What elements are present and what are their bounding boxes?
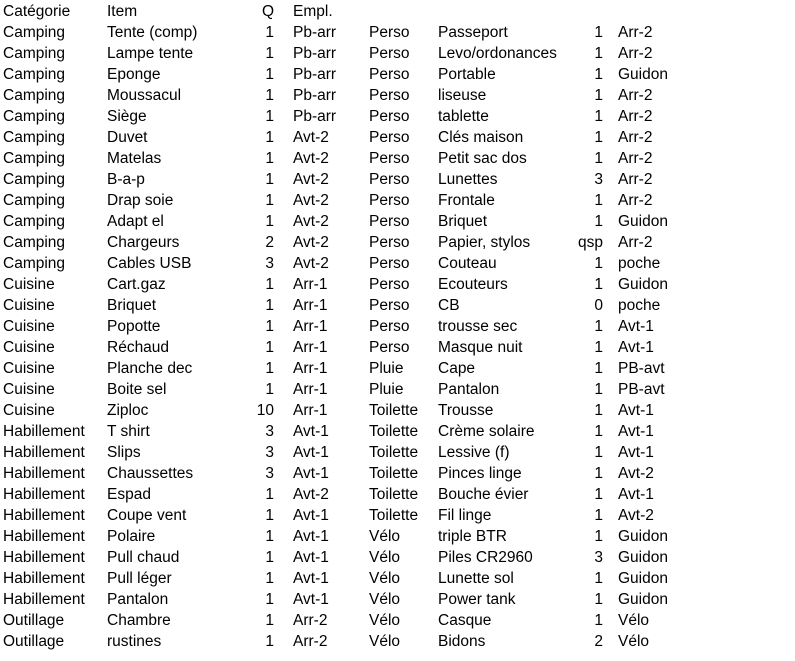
location-cell-2: Arr-2 (618, 129, 653, 146)
category-cell: Habillement (3, 423, 85, 440)
category-cell-2: Toilette (369, 402, 419, 419)
category-cell-2: Vélo (369, 591, 401, 608)
category-cell-2: Perso (369, 66, 410, 83)
location-cell-2: Guidon (618, 66, 668, 83)
quantity-cell-2: 1 (594, 255, 603, 272)
category-cell: Camping (3, 66, 66, 83)
location-cell-2: Vélo (618, 633, 650, 650)
location-cell: Pb-arr (293, 108, 337, 125)
category-cell-2: Vélo (369, 570, 401, 587)
quantity-cell-2: 1 (594, 24, 603, 41)
location-cell: Arr-2 (293, 612, 328, 629)
category-cell-2: Toilette (369, 486, 419, 503)
item-cell: Adapt el (107, 213, 164, 230)
location-cell-2: Guidon (618, 549, 668, 566)
item-cell-2: Portable (438, 66, 496, 83)
table-row (0, 568, 795, 589)
item-cell-2: Piles CR2960 (438, 549, 533, 566)
quantity-cell: 1 (265, 192, 274, 209)
header-item: Item (107, 3, 138, 20)
location-cell: Avt-1 (293, 549, 329, 566)
category-cell: Camping (3, 150, 66, 167)
location-cell-2: Avt-1 (618, 339, 654, 356)
table-row (0, 64, 795, 85)
category-cell-2: Perso (369, 234, 410, 251)
table-row (0, 295, 795, 316)
item-cell: Lampe tente (107, 45, 194, 62)
quantity-cell-2: 1 (594, 213, 603, 230)
location-cell-2: Avt-1 (618, 486, 654, 503)
item-cell-2: Lunettes (438, 171, 498, 188)
quantity-cell: 10 (256, 402, 274, 419)
location-cell: Avt-2 (293, 171, 329, 188)
item-cell-2: Ecouteurs (438, 276, 508, 293)
location-cell: Avt-1 (293, 570, 329, 587)
item-cell-2: Briquet (438, 213, 488, 230)
table-row (0, 589, 795, 610)
quantity-cell: 1 (265, 45, 274, 62)
table-row (0, 127, 795, 148)
quantity-cell-2: 1 (594, 87, 603, 104)
category-cell: Habillement (3, 444, 85, 461)
table-row (0, 358, 795, 379)
category-cell: Camping (3, 171, 66, 188)
quantity-cell: 1 (265, 129, 274, 146)
quantity-cell: 1 (265, 66, 274, 83)
category-cell-2: Toilette (369, 444, 419, 461)
quantity-cell-2: 0 (594, 297, 603, 314)
location-cell: Arr-1 (293, 318, 328, 335)
location-cell: Avt-2 (293, 192, 329, 209)
category-cell: Cuisine (3, 318, 55, 335)
item-cell-2: Pinces linge (438, 465, 522, 482)
item-cell: Cables USB (107, 255, 192, 272)
table-row (0, 421, 795, 442)
quantity-cell-2: 1 (594, 150, 603, 167)
item-cell-2: Casque (438, 612, 492, 629)
item-cell-2: Trousse (438, 402, 494, 419)
location-cell-2: Arr-2 (618, 192, 653, 209)
quantity-cell-2: 1 (594, 465, 603, 482)
quantity-cell: 1 (265, 633, 274, 650)
quantity-cell-2: 1 (594, 339, 603, 356)
item-cell-2: Bidons (438, 633, 486, 650)
table-row (0, 190, 795, 211)
location-cell-2: Arr-2 (618, 45, 653, 62)
item-cell-2: Lunette sol (438, 570, 514, 587)
table-row (0, 22, 795, 43)
location-cell: Pb-arr (293, 87, 337, 104)
location-cell-2: Arr-2 (618, 234, 653, 251)
item-cell: Boite sel (107, 381, 167, 398)
category-cell: Outillage (3, 633, 65, 650)
quantity-cell: 1 (265, 339, 274, 356)
quantity-cell: 1 (265, 360, 274, 377)
item-cell: Moussacul (107, 87, 182, 104)
category-cell-2: Perso (369, 108, 410, 125)
location-cell: Arr-1 (293, 381, 328, 398)
location-cell-2: Avt-2 (618, 465, 654, 482)
item-cell-2: Levo/ordonances (438, 45, 557, 62)
quantity-cell-2: 3 (594, 549, 603, 566)
category-cell: Camping (3, 108, 66, 125)
quantity-cell-2: 1 (594, 45, 603, 62)
location-cell-2: Arr-2 (618, 87, 653, 104)
table-row (0, 526, 795, 547)
table-row (0, 337, 795, 358)
item-cell-2: liseuse (438, 87, 487, 104)
item-cell: Planche dec (107, 360, 193, 377)
category-cell-2: Vélo (369, 528, 401, 545)
category-cell: Camping (3, 87, 66, 104)
quantity-cell-2: 1 (594, 66, 603, 83)
table-row (0, 463, 795, 484)
quantity-cell: 1 (265, 213, 274, 230)
location-cell: Avt-1 (293, 528, 329, 545)
category-cell: Cuisine (3, 381, 55, 398)
category-cell-2: Perso (369, 276, 410, 293)
category-cell: Camping (3, 24, 66, 41)
item-cell: Cart.gaz (107, 276, 166, 293)
quantity-cell-2: 1 (594, 591, 603, 608)
item-cell-2: Papier, stylos (438, 234, 531, 251)
quantity-cell: 1 (265, 297, 274, 314)
location-cell-2: Avt-1 (618, 318, 654, 335)
quantity-cell: 1 (265, 486, 274, 503)
table-row (0, 442, 795, 463)
quantity-cell-2: 1 (594, 129, 603, 146)
table-row (0, 211, 795, 232)
quantity-cell: 1 (265, 276, 274, 293)
header-row (0, 1, 795, 22)
location-cell: Avt-2 (293, 255, 329, 272)
location-cell: Avt-1 (293, 423, 329, 440)
location-cell-2: Arr-2 (618, 108, 653, 125)
quantity-cell: 1 (265, 87, 274, 104)
category-cell: Habillement (3, 528, 85, 545)
location-cell-2: PB-avt (618, 360, 665, 377)
item-cell: Drap soie (107, 192, 174, 209)
category-cell-2: Perso (369, 171, 410, 188)
quantity-cell-2: qsp (578, 234, 603, 251)
quantity-cell-2: 1 (594, 108, 603, 125)
category-cell-2: Toilette (369, 423, 419, 440)
location-cell: Arr-1 (293, 402, 328, 419)
category-cell-2: Toilette (369, 507, 419, 524)
item-cell-2: Bouche évier (438, 486, 529, 503)
location-cell-2: Arr-2 (618, 171, 653, 188)
category-cell-2: Vélo (369, 633, 401, 650)
category-cell: Cuisine (3, 360, 55, 377)
quantity-cell-2: 1 (594, 276, 603, 293)
location-cell: Avt-1 (293, 444, 329, 461)
category-cell-2: Perso (369, 255, 410, 272)
location-cell: Avt-2 (293, 234, 329, 251)
location-cell: Arr-1 (293, 276, 328, 293)
location-cell: Pb-arr (293, 66, 337, 83)
table-row (0, 505, 795, 526)
category-cell-2: Perso (369, 318, 410, 335)
category-cell-2: Perso (369, 297, 410, 314)
category-cell: Cuisine (3, 297, 55, 314)
item-cell-2: Couteau (438, 255, 497, 272)
category-cell: Habillement (3, 465, 85, 482)
item-cell-2: Fil linge (438, 507, 492, 524)
category-cell-2: Pluie (369, 360, 404, 377)
location-cell: Avt-1 (293, 507, 329, 524)
category-cell-2: Perso (369, 150, 410, 167)
table-row (0, 379, 795, 400)
item-cell: Duvet (107, 129, 148, 146)
location-cell: Arr-1 (293, 297, 328, 314)
quantity-cell: 3 (265, 444, 274, 461)
category-cell: Camping (3, 129, 66, 146)
location-cell-2: Arr-2 (618, 150, 653, 167)
quantity-cell-2: 1 (594, 318, 603, 335)
item-cell: Eponge (107, 66, 161, 83)
quantity-cell-2: 1 (594, 612, 603, 629)
location-cell: Avt-2 (293, 150, 329, 167)
location-cell-2: poche (618, 297, 661, 314)
location-cell: Avt-1 (293, 465, 329, 482)
quantity-cell: 1 (265, 108, 274, 125)
item-cell: Briquet (107, 297, 157, 314)
item-cell-2: trousse sec (438, 318, 518, 335)
header-empl: Empl. (293, 3, 333, 20)
category-cell: Habillement (3, 570, 85, 587)
quantity-cell: 3 (265, 255, 274, 272)
item-cell: Tente (comp) (107, 24, 198, 41)
location-cell-2: Guidon (618, 570, 668, 587)
category-cell: Habillement (3, 486, 85, 503)
location-cell: Avt-2 (293, 213, 329, 230)
location-cell: Pb-arr (293, 24, 337, 41)
item-cell: Chargeurs (107, 234, 180, 251)
quantity-cell-2: 1 (594, 192, 603, 209)
item-cell-2: triple BTR (438, 528, 507, 545)
table-row (0, 253, 795, 274)
category-cell-2: Perso (369, 24, 410, 41)
item-cell-2: Cape (438, 360, 476, 377)
location-cell-2: poche (618, 255, 661, 272)
header-q: Q (262, 3, 275, 20)
item-cell: Slips (107, 444, 141, 461)
table-row (0, 316, 795, 337)
quantity-cell-2: 1 (594, 402, 603, 419)
category-cell: Habillement (3, 549, 85, 566)
item-cell: Chaussettes (107, 465, 194, 482)
table-row (0, 631, 795, 652)
item-cell-2: Passeport (438, 24, 508, 41)
quantity-cell: 1 (265, 528, 274, 545)
header-categorie: Catégorie (3, 3, 71, 20)
category-cell-2: Perso (369, 87, 410, 104)
location-cell-2: Avt-1 (618, 444, 654, 461)
item-cell-2: Power tank (438, 591, 516, 608)
category-cell: Cuisine (3, 339, 55, 356)
location-cell: Avt-2 (293, 129, 329, 146)
quantity-cell: 1 (265, 171, 274, 188)
item-cell: Réchaud (107, 339, 170, 356)
quantity-cell-2: 3 (594, 171, 603, 188)
quantity-cell-2: 1 (594, 381, 603, 398)
table-row (0, 610, 795, 631)
table-row (0, 274, 795, 295)
category-cell: Camping (3, 213, 66, 230)
quantity-cell: 3 (265, 423, 274, 440)
category-cell-2: Pluie (369, 381, 404, 398)
location-cell-2: Avt-1 (618, 423, 654, 440)
category-cell: Camping (3, 255, 66, 272)
item-cell-2: Lessive (f) (438, 444, 510, 461)
quantity-cell-2: 1 (594, 486, 603, 503)
quantity-cell: 2 (265, 234, 274, 251)
item-cell: Chambre (107, 612, 171, 629)
item-cell: T shirt (107, 423, 150, 440)
location-cell: Arr-1 (293, 339, 328, 356)
item-cell-2: tablette (438, 108, 489, 125)
item-cell-2: Clés maison (438, 129, 524, 146)
item-cell: Espad (107, 486, 151, 503)
quantity-cell: 1 (265, 570, 274, 587)
quantity-cell-2: 1 (594, 507, 603, 524)
category-cell: Outillage (3, 612, 65, 629)
category-cell-2: Perso (369, 213, 410, 230)
item-cell: B-a-p (107, 171, 145, 188)
quantity-cell: 1 (265, 591, 274, 608)
location-cell: Arr-2 (293, 633, 328, 650)
table-row (0, 232, 795, 253)
category-cell-2: Perso (369, 129, 410, 146)
location-cell-2: Guidon (618, 276, 668, 293)
quantity-cell: 1 (265, 507, 274, 524)
location-cell-2: Guidon (618, 591, 668, 608)
table-row (0, 484, 795, 505)
item-cell-2: Crème solaire (438, 423, 535, 440)
location-cell: Avt-2 (293, 486, 329, 503)
table-row (0, 106, 795, 127)
category-cell-2: Perso (369, 339, 410, 356)
table-row (0, 547, 795, 568)
category-cell: Cuisine (3, 276, 55, 293)
quantity-cell: 1 (265, 612, 274, 629)
location-cell-2: Guidon (618, 528, 668, 545)
quantity-cell: 1 (265, 150, 274, 167)
quantity-cell-2: 1 (594, 528, 603, 545)
item-cell: Pantalon (107, 591, 169, 608)
location-cell: Pb-arr (293, 45, 337, 62)
item-cell: Popotte (107, 318, 161, 335)
location-cell: Avt-1 (293, 591, 329, 608)
table-row (0, 43, 795, 64)
location-cell-2: Avt-1 (618, 402, 654, 419)
item-cell: Pull léger (107, 570, 172, 587)
category-cell: Habillement (3, 507, 85, 524)
location-cell-2: Arr-2 (618, 24, 653, 41)
table-row (0, 400, 795, 421)
item-cell: Siège (107, 108, 147, 125)
location-cell-2: Guidon (618, 213, 668, 230)
category-cell: Habillement (3, 591, 85, 608)
item-cell: Ziploc (107, 402, 149, 419)
category-cell: Camping (3, 192, 66, 209)
category-cell: Camping (3, 234, 66, 251)
table-row (0, 85, 795, 106)
location-cell: Arr-1 (293, 360, 328, 377)
item-cell: rustines (107, 633, 162, 650)
location-cell-2: Vélo (618, 612, 650, 629)
item-cell-2: Pantalon (438, 381, 500, 398)
item-cell-2: Petit sac dos (438, 150, 527, 167)
category-cell-2: Perso (369, 45, 410, 62)
quantity-cell-2: 1 (594, 423, 603, 440)
quantity-cell-2: 2 (594, 633, 603, 650)
quantity-cell-2: 1 (594, 570, 603, 587)
quantity-cell-2: 1 (594, 360, 603, 377)
category-cell: Cuisine (3, 402, 55, 419)
item-cell-2: Masque nuit (438, 339, 523, 356)
quantity-cell: 1 (265, 549, 274, 566)
item-cell-2: CB (438, 297, 460, 314)
category-cell-2: Perso (369, 192, 410, 209)
category-cell-2: Vélo (369, 549, 401, 566)
quantity-cell-2: 1 (594, 444, 603, 461)
category-cell: Camping (3, 45, 66, 62)
quantity-cell: 1 (265, 381, 274, 398)
table-row (0, 169, 795, 190)
quantity-cell: 3 (265, 465, 274, 482)
category-cell-2: Vélo (369, 612, 401, 629)
location-cell-2: Avt-2 (618, 507, 654, 524)
quantity-cell: 1 (265, 24, 274, 41)
category-cell-2: Toilette (369, 465, 419, 482)
item-cell: Pull chaud (107, 549, 180, 566)
location-cell-2: PB-avt (618, 381, 665, 398)
item-cell-2: Frontale (438, 192, 495, 209)
table-row (0, 148, 795, 169)
item-cell: Polaire (107, 528, 156, 545)
item-cell: Matelas (107, 150, 162, 167)
quantity-cell: 1 (265, 318, 274, 335)
item-cell: Coupe vent (107, 507, 187, 524)
